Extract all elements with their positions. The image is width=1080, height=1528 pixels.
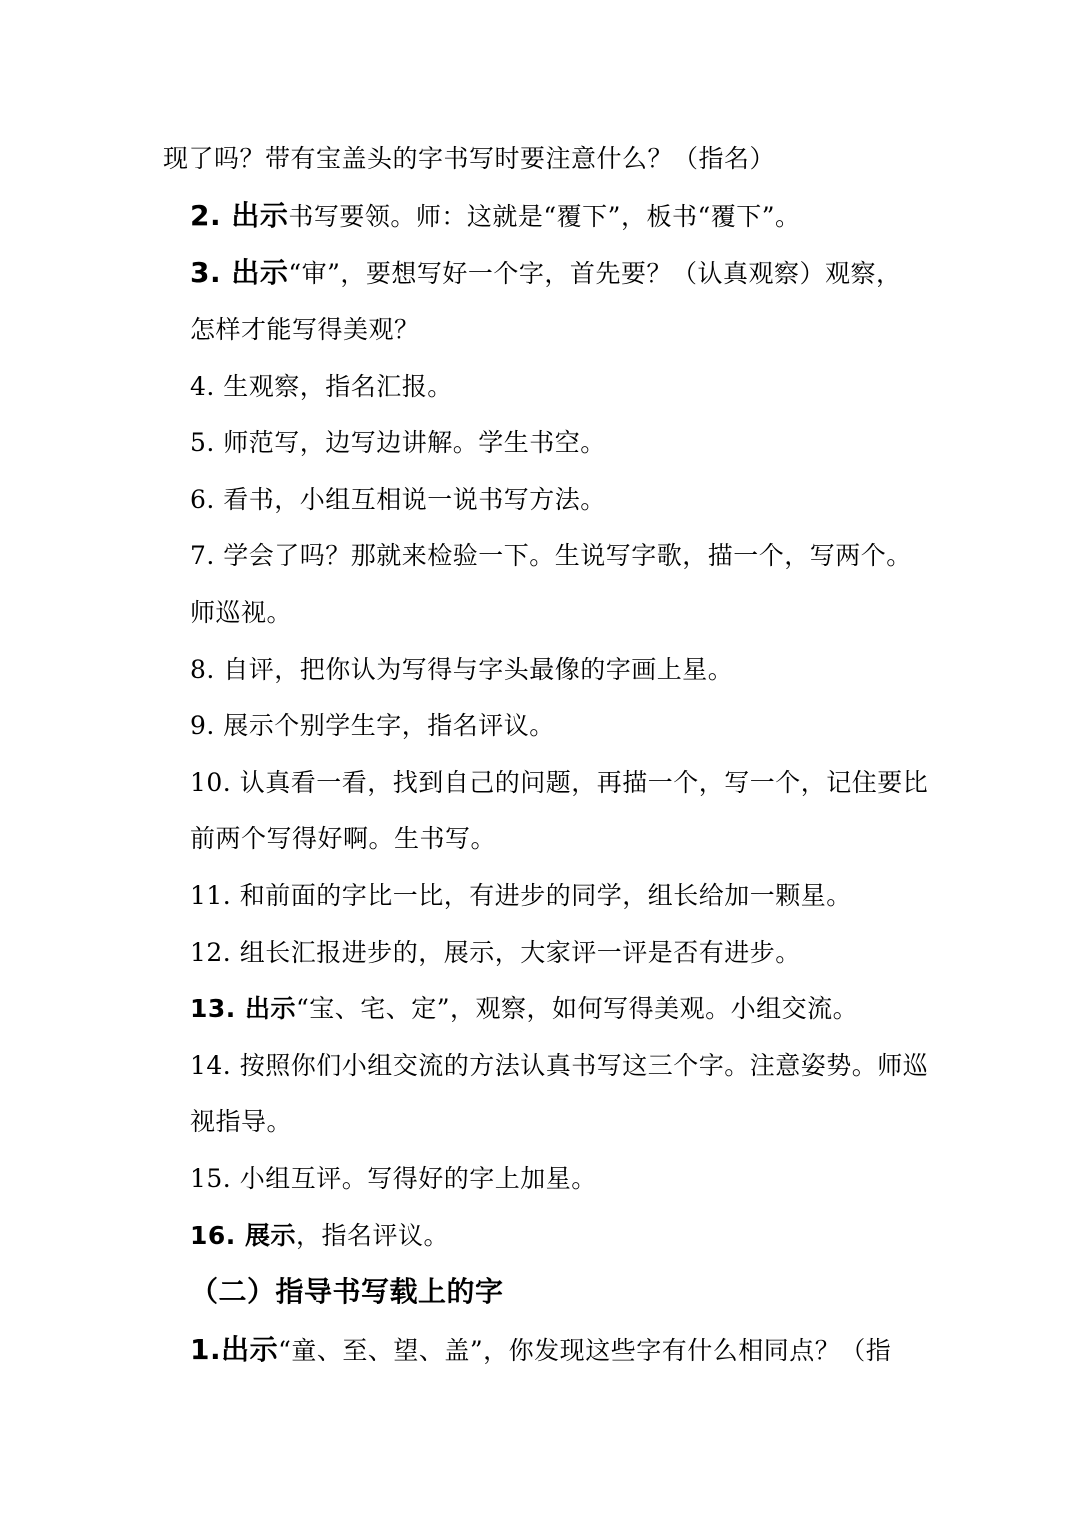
text-line-5: 4. 生观察，指名汇报。	[190, 372, 453, 401]
text-line-13: 前两个写得好啊。生书写。	[190, 824, 497, 853]
text-line-9: 师巡视。	[190, 598, 293, 627]
text-line-1: 现了吗？带有宝盖头的字书写时要注意什么？（指名）	[163, 144, 776, 173]
text-line-20: 16. 展示，指名评议。	[190, 1221, 450, 1250]
text-line-10: 8. 自评，把你认为写得与字头最像的字画上星。	[190, 655, 734, 684]
text-line-4: 怎样才能写得美观？	[190, 315, 420, 344]
text-line-11: 9. 展示个别学生字，指名评议。	[190, 711, 555, 740]
text-line-18: 视指导。	[190, 1107, 293, 1136]
text-line-2: 2. 出示书写要领。师：这就是“覆下”，板书“覆下”。	[190, 199, 801, 232]
text-line-14: 11. 和前面的字比一比，有进步的同学，组长给加一颗星。	[190, 881, 852, 910]
text-line-19: 15. 小组互评。写得好的字上加星。	[190, 1164, 597, 1193]
text-line-12: 10. 认真看一看，找到自己的问题，再描一个，写一个，记住要比	[190, 768, 929, 797]
text-line-16: 13. 出示“宝、宅、定”，观察，如何写得美观。小组交流。	[190, 994, 859, 1023]
text-line-3: 3. 出示“审”，要想写好一个字，首先要？（认真观察）观察，	[190, 256, 902, 289]
text-line-7: 6. 看书，小组互相说一说书写方法。	[190, 485, 606, 514]
text-line-6: 5. 师范写，边写边讲解。学生书空。	[190, 428, 606, 457]
text-line-22: 1.出示“童、至、望、盖”，你发现这些字有什么相同点？（指	[190, 1333, 892, 1366]
text-line-8: 7. 学会了吗？那就来检验一下。生说写字歌，描一个，写两个。	[190, 541, 912, 570]
section-heading: （二）指导书写载上的字	[190, 1275, 504, 1308]
text-line-17: 14. 按照你们小组交流的方法认真书写这三个字。注意姿势。师巡	[190, 1051, 929, 1080]
text-line-15: 12. 组长汇报进步的，展示，大家评一评是否有进步。	[190, 938, 801, 967]
